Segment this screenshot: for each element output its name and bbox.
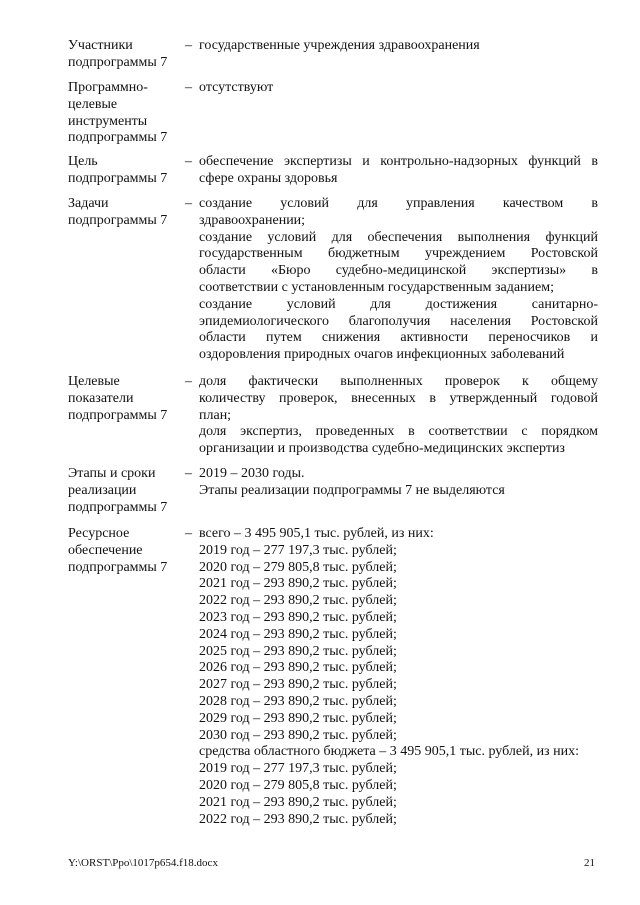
content-line: государственные учреждения здравоохранения — [199, 38, 480, 53]
content-line: 2026 год – 293 890,2 тыс. рублей; — [199, 660, 397, 676]
row-label — [68, 526, 180, 576]
row-content — [199, 466, 598, 500]
content-line: количеству проверок, внесенных в утвержденный годовой — [199, 390, 598, 406]
row-label — [68, 374, 180, 424]
dash: – — [185, 154, 192, 169]
content-line: 2019 год – 277 197,3 тыс. рублей; — [199, 761, 397, 777]
content-line: отсутствуют — [199, 80, 274, 95]
content-line: создание условий для достижения санитарно- — [199, 296, 598, 312]
row-content — [199, 196, 598, 364]
dash: – — [185, 466, 192, 481]
content-line: области «Бюро судебно-медицинской экспертизы» в — [199, 263, 598, 279]
label-line: Этапы и сроки — [68, 466, 156, 481]
label-line: показатели — [68, 390, 134, 406]
content-line: средства областного бюджета – 3 495 905,1 тыс. рублей, из них: — [199, 744, 579, 760]
content-line: 2019 – 2030 годы. — [199, 466, 305, 481]
row-label — [68, 466, 180, 516]
content-line: государственным бюджетным учреждением Ростовской — [199, 246, 598, 262]
content-line: организации и производства судебно-медицинских экспертиз — [199, 441, 565, 457]
content-line: создание условий для управления качеством в — [199, 196, 598, 211]
label-line: Задачи — [68, 196, 109, 211]
label-line: подпрограммы 7 — [68, 407, 168, 423]
label-line: Участники — [68, 38, 133, 53]
row-label — [68, 154, 180, 188]
content-line: 2028 год – 293 890,2 тыс. рублей; — [199, 693, 397, 709]
content-line: план; — [199, 407, 232, 423]
content-line: всего – 3 495 905,1 тыс. рублей, из них: — [199, 526, 434, 541]
label-line: Целевые — [68, 374, 120, 389]
label-line: Ресурсное — [68, 526, 130, 541]
footer-file-path: Y:\ORST\Ppo\1017p654.f18.docx — [68, 857, 218, 869]
label-line: подпрограммы 7 — [68, 130, 168, 146]
content-line: доля экспертиз, проведенных в соответствии с порядком — [199, 424, 598, 440]
content-line: 2024 год – 293 890,2 тыс. рублей; — [199, 626, 397, 642]
content-line: 2029 год – 293 890,2 тыс. рублей; — [199, 710, 397, 726]
label-line: Цель — [68, 154, 98, 169]
dash: – — [185, 374, 192, 389]
label-line: подпрограммы 7 — [68, 54, 168, 70]
content-line: области путем снижения активности переносчиков и — [199, 330, 598, 346]
content-line: 2019 год – 277 197,3 тыс. рублей; — [199, 542, 397, 558]
row-content — [199, 80, 598, 97]
label-line: Программно- — [68, 80, 148, 95]
row-content — [199, 526, 598, 828]
content-line: 2025 год – 293 890,2 тыс. рублей; — [199, 643, 397, 659]
content-line: 2021 год – 293 890,2 тыс. рублей; — [199, 794, 397, 810]
content-line: обеспечение экспертизы и контрольно-надзорных функций в — [199, 154, 598, 169]
content-line: 2021 год – 293 890,2 тыс. рублей; — [199, 576, 397, 592]
row-content — [199, 154, 598, 188]
label-line: подпрограммы 7 — [68, 559, 168, 575]
label-line: подпрограммы 7 — [68, 212, 168, 228]
content-line: соответствии с установленным государственным заданием; — [199, 279, 554, 295]
content-line: доля фактически выполненных проверок к общему — [199, 374, 598, 389]
content-line: здравоохранении; — [199, 212, 306, 228]
row-label — [68, 80, 180, 147]
content-line: 2023 год – 293 890,2 тыс. рублей; — [199, 609, 397, 625]
content-line: 2027 год – 293 890,2 тыс. рублей; — [199, 677, 397, 693]
content-line: сфере охраны здоровья — [199, 170, 338, 186]
row-content — [199, 38, 598, 55]
dash: – — [185, 526, 192, 541]
row-content — [199, 374, 598, 458]
row-label — [68, 196, 180, 230]
page-number: 21 — [584, 857, 595, 869]
content-line: 2020 год – 279 805,8 тыс. рублей; — [199, 559, 397, 575]
label-line: инструменты — [68, 113, 148, 129]
dash: – — [185, 38, 192, 53]
label-line: реализации — [68, 482, 137, 498]
label-line: целевые — [68, 96, 118, 112]
content-line: 2022 год – 293 890,2 тыс. рублей; — [199, 811, 397, 827]
label-line: обеспечение — [68, 542, 143, 558]
content-line: 2030 год – 293 890,2 тыс. рублей; — [199, 727, 397, 743]
content-line: 2020 год – 279 805,8 тыс. рублей; — [199, 777, 397, 793]
label-line: подпрограммы 7 — [68, 499, 168, 515]
content-line: Этапы реализации подпрограммы 7 не выделяются — [199, 482, 505, 498]
row-label — [68, 38, 180, 72]
dash: – — [185, 196, 192, 211]
dash: – — [185, 80, 192, 95]
content-line: оздоровления природных очагов инфекционных заболеваний — [199, 347, 565, 363]
label-line: подпрограммы 7 — [68, 170, 168, 186]
content-line: эпидемиологического благополучия населения Ростовской — [199, 313, 598, 329]
content-line: 2022 год – 293 890,2 тыс. рублей; — [199, 593, 397, 609]
content-line: создание условий для обеспечения выполнения функций — [199, 229, 598, 245]
